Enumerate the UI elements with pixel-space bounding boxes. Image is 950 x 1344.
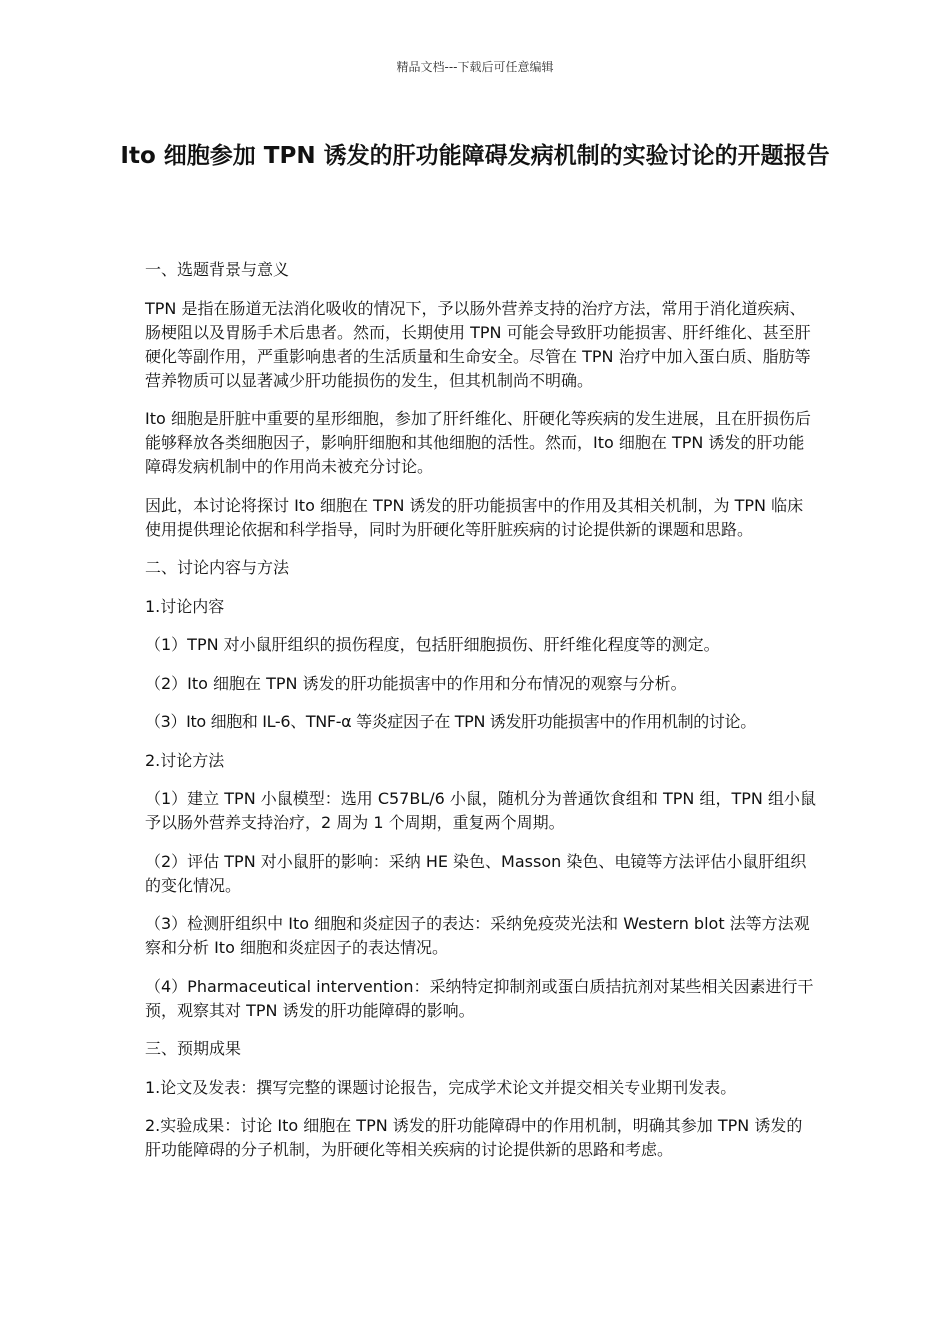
- method-item-2: （2）评估 TPN 对小鼠肝的影响：采纳 HE 染色、Masson 染色、电镜等方法评估小鼠肝组织的变化情况。: [145, 851, 807, 895]
- section-heading-content-methods: 二、讨论内容与方法: [145, 558, 290, 577]
- method-item-4: （4）Pharmaceutical intervention：采纳特定抑制剂或蛋白质拮抗剂对某些相关因素进行干预，观察其对 TPN 诱发的肝功能障碍的影响。: [145, 976, 814, 1020]
- document-title: Ito 细胞参加 TPN 诱发的肝功能障碍发病机制的实验讨论的开题报告: [120, 143, 830, 169]
- paragraph-purpose: 因此，本讨论将探讨 Ito 细胞在 TPN 诱发的肝功能损害中的作用及其相关机制，为 TPN 临床使用提供理论依据和科学指导，同时为肝硬化等肝脏疾病的讨论提供新的课题和思路。: [145, 495, 804, 539]
- content-item-1: （1）TPN 对小鼠肝组织的损伤程度，包括肝细胞损伤、肝纤维化程度等的测定。: [145, 635, 720, 654]
- paragraph-tpn-intro: TPN 是指在肠道无法消化吸收的情况下，予以肠外营养支持的治疗方法，常用于消化道疾病、肠梗阻以及胃肠手术后患者。然而，长期使用 TPN 可能会导致肝功能损害、肝纤维化、甚至肝硬化等副作用，严重影响患者的生活质量和生命安全。尽管在 TPN 治疗中加入蛋白质、脂肪等营养物质可以显著减少肝功能损伤的发生，但其机制尚不明确。: [145, 298, 811, 390]
- document-body: [145, 258, 817, 1177]
- subheading-research-content: 1.讨论内容: [145, 596, 225, 616]
- section-heading-background: 一、选题背景与意义: [145, 260, 290, 279]
- method-item-1: （1）建立 TPN 小鼠模型：选用 C57BL/6 小鼠，随机分为普通饮食组和 TPN 组，TPN 组小鼠予以肠外营养支持治疗，2 周为 1 个周期，重复两个周期。: [145, 789, 816, 832]
- content-item-3: （3）Ito 细胞和 IL-6、TNF-α 等炎症因子在 TPN 诱发肝功能损害中的作用机制的讨论。: [145, 712, 756, 731]
- content-item-2: （2）Ito 细胞在 TPN 诱发的肝功能损害中的作用和分布情况的观察与分析。: [145, 673, 687, 693]
- result-item-1: 1.论文及发表：撰写完整的课题讨论报告，完成学术论文并提交相关专业期刊发表。: [145, 1077, 737, 1097]
- page-header-note: 精品文档---下载后可任意编辑: [396, 60, 554, 74]
- method-item-3: （3）检测肝组织中 Ito 细胞和炎症因子的表达：采纳免疫荧光法和 Western blot 法等方法观察和分析 Ito 细胞和炎症因子的表达情况。: [145, 914, 810, 957]
- paragraph-ito-cells: Ito 细胞是肝脏中重要的星形细胞，参加了肝纤维化、肝硬化等疾病的发生进展，且在肝损伤后能够释放各类细胞因子，影响肝细胞和其他细胞的活性。然而，Ito 细胞在 TPN 诱发的肝功能障碍发病机制中的作用尚未被充分讨论。: [145, 409, 811, 476]
- result-item-2: 2.实验成果：讨论 Ito 细胞在 TPN 诱发的肝功能障碍中的作用机制，明确其参加 TPN 诱发的肝功能障碍的分子机制，为肝硬化等相关疾病的讨论提供新的思路和考虑。: [145, 1116, 803, 1159]
- section-heading-expected-results: 三、预期成果: [145, 1039, 242, 1058]
- subheading-research-methods: 2.讨论方法: [145, 750, 225, 770]
